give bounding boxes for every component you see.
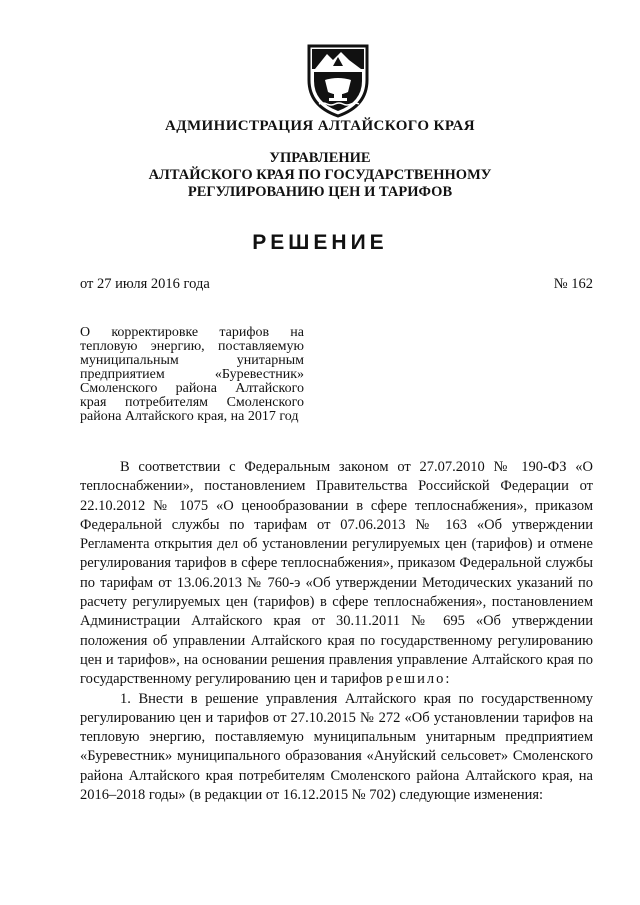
preamble-text: В соответствии с Федеральным законом от 27.07.2010 № 190-ФЗ «О теплоснабжении», постановлением Правительства Российской Федерации от 22.10.2012 № 1075 «О ценообразовании в сфере теплоснабжения», приказом Федеральной службы по тарифам от 07.06.2013 № 163 «Об утверждении Регламента открытия дел об установлении регулируемых цен (тарифов) и отмене регулирования тарифов в сфере теплоснабжения», приказом Федеральной службы по тарифам от 13.06.2013 № 760-э «Об утверждении Методических указаний по расчету регулируемых цен (тарифов) в сфере теплоснабжения», постановлением Администрации Алтайского края от 30.11.2011 № 695 «Об утверждении положения об управлении Алтайского края по государственному регулированию цен и тарифов», на основании решения правления управление Алтайского края по государственному регулированию цен и тарифов (80, 459, 593, 688)
coat-of-arms-icon (303, 40, 373, 118)
department-name (0, 150, 640, 201)
document-subject: О корректировке тарифов на тепловую энергию, поставляемую муниципальным унитарным предприятием «Буревестник» Смоленского района Алтайского края потребителям Смоленского района Алтайского края, на 2017 год (80, 325, 304, 424)
department-line: УПРАВЛЕНИЕ (269, 150, 371, 166)
resolved-text: решило: (386, 671, 452, 688)
organization-title: АДМИНИСТРАЦИЯ АЛТАЙСКОГО КРАЯ (165, 118, 475, 134)
document-number: № 162 (553, 276, 593, 292)
body-paragraph: 1. Внести в решение управления Алтайского края по государственному регулированию цен и тарифов от 27.10.2015 № 272 «Об установлении тарифов на тепловую энергию, поставляемую муниципальным унитарным предприятием «Буревестник» муниципального образования «Ануйский сельсовет» Смоленского района Алтайского края потребителям Смоленского района Алтайского края, на 2016–2018 годы» (в редакции от 16.12.2015 № 702) следующие изменения: (80, 690, 593, 804)
department-line: АЛТАЙСКОГО КРАЯ ПО ГОСУДАРСТВЕННОМУ (148, 167, 492, 183)
body-paragraph (80, 458, 593, 690)
document-body (80, 458, 593, 805)
document-type-title: РЕШЕНИЕ (252, 231, 388, 254)
department-line: РЕГУЛИРОВАНИЮ ЦЕН И ТАРИФОВ (187, 184, 453, 200)
document-date: от 27 июля 2016 года (80, 276, 210, 292)
